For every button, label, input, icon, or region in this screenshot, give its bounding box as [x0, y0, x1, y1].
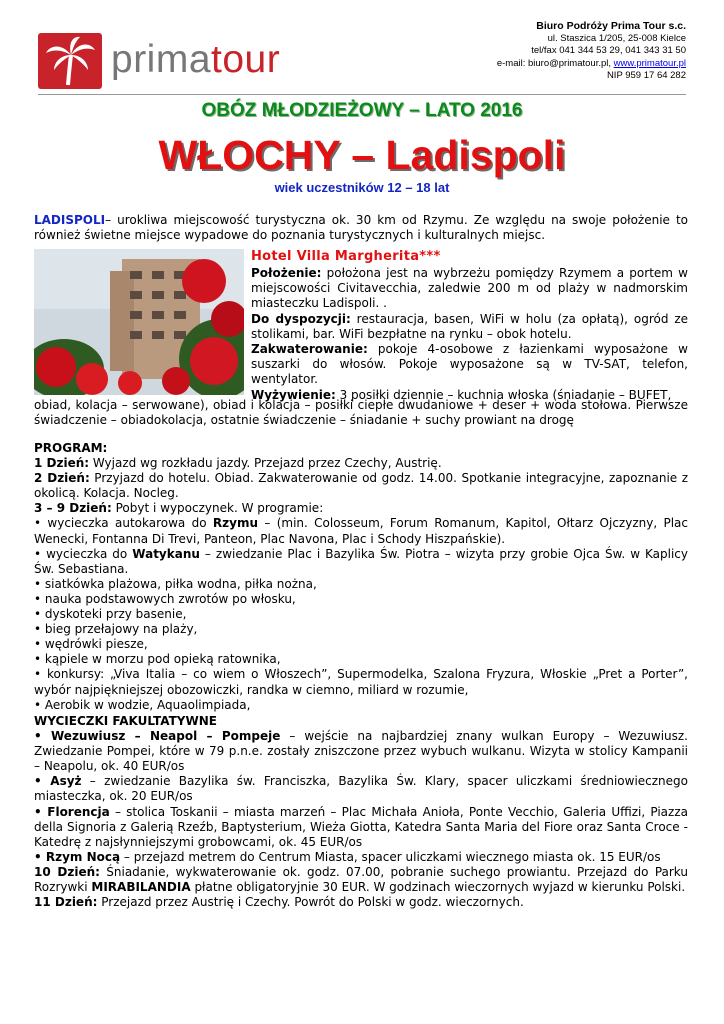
- program-bullet: • bieg przełajowy na plaży,: [34, 622, 198, 637]
- day1-label: 1 Dzień:: [34, 456, 90, 471]
- age-range: wiek uczestników 12 – 18 lat: [274, 180, 450, 195]
- trip-florence-label: • Florencja: [34, 804, 110, 819]
- trip-vesuvius-label: • Wezuwiusz – Neapol – Pompeje: [34, 729, 281, 744]
- food-text-a: 3 posiłki dziennie – kuchnia włoska (śniadanie – BUFET,: [335, 387, 672, 402]
- day2-text: Przyjazd do hotelu. Obiad. Zakwaterowanie od godz. 14.00. Spotkanie integracyjne, zapoznanie z okolicą. Kolacja. Nocleg.: [34, 471, 688, 501]
- trip-assisi-label: • Asyż: [34, 774, 82, 789]
- company-name: Biuro Podróży Prima Tour s.c.: [536, 20, 686, 32]
- trip-assisi-text: – zwiedzanie Bazylika św. Franciszka, Bazylika Św. Klary, spacer uliczkami średniowiecznego miasteczka, ok. 20 EUR/os: [34, 774, 689, 804]
- brand-logo-text: [111, 38, 280, 82]
- accommodation-label: Zakwaterowanie:: [251, 342, 368, 357]
- page-title: WŁOCHY – Ladispoli: [158, 132, 566, 178]
- day10-park: MIRABILANDIA: [91, 880, 191, 895]
- day3-text: Pobyt i wypoczynek. W programie:: [111, 501, 324, 516]
- day1-text: Wyjazd wg rozkładu jazdy. Przejazd przez Czechy, Austrię.: [89, 456, 442, 471]
- rome-item-b: Rzymu: [212, 516, 259, 531]
- location-text: położona jest na wybrzeżu pomiędzy Rzymem a portem w miejscowości Civitavecchia, zaledwie 200 m od plaży w nadmorskim miasteczku Ladispoli. .: [251, 266, 688, 311]
- optional-trips-section: [34, 714, 688, 910]
- day10-label: 10 Dzień:: [34, 864, 100, 879]
- food-label: Wyżywienie:: [251, 387, 336, 402]
- page-subtitle: OBÓZ MŁODZIEŻOWY – LATO 2016: [201, 100, 523, 121]
- program-bullet: • Aerobik w wodzie, Aquaolimpiada,: [34, 697, 251, 712]
- program-bullet: • wędrówki piesze,: [34, 637, 148, 652]
- accommodation-text: pokoje 4-osobowe z łazienkami wyposażone w suszarki do włosów. Pokoje wyposażone są w TV-SAT, telefon, wentylator.: [251, 342, 688, 387]
- company-contact: [497, 58, 686, 70]
- rome-item-a: • wycieczka autokarowa do: [34, 516, 213, 531]
- company-phone: tel/fax 041 344 53 29, 041 343 31 50: [531, 45, 686, 57]
- day10-text-c: płatne obligatoryjnie 30 EUR. W godzinach wieczornych wyjazd w kierunku Polski.: [190, 880, 686, 895]
- program-bullet: • konkursy: „Viva Italia – co wiem o Włoszech”, Supermodelka, Szalona Fryzura, Włoskie „Pret a Porter”, wybór najpiękniejszej obozowiczki, randka w ciemno, miliard w rozumie,: [34, 667, 688, 697]
- trip-rome-night-label: • Rzym Nocą: [34, 849, 121, 864]
- program-bullet: • siatkówka plażowa, piłka wodna, piłka nożna,: [34, 576, 317, 591]
- intro-paragraph: [34, 213, 688, 243]
- program-bullet: • nauka podstawowych zwrotów po włosku,: [34, 591, 296, 606]
- optional-heading: WYCIECZKI FAKULTATYWNE: [34, 714, 217, 728]
- hotel-details: [251, 266, 688, 403]
- facilities-text: restauracja, basen, WiFi w holu (za opłatą), ogród ze stolikami, bar. WiFi bezpłatne na rynku – obok hotelu.: [251, 311, 689, 341]
- vatican-item-a: • wycieczka do: [34, 546, 133, 561]
- program-heading: PROGRAM:: [34, 441, 108, 455]
- trip-vesuvius-text: – wejście na najbardziej znany wulkan Europy – Wezuwiusz. Zwiedzanie Pompei, które w 79 p.n.e. zostały zniszczone przez wybuch wulkanu. Wizyta w stolicy Kampanii – Neapolu, ok. 40 EUR/os: [34, 729, 688, 774]
- trip-florence-text: – stolica Toskanii – miasta marzeń – Plac Michała Anioła, Ponte Vecchio, Galeria Uffizi, Piazza della Signoria z Galerią Rzeźb, Baptysterium, Wieża Giotta, Katedra Santa Maria del Fiore oraz Santa Croce - Katedrę z najsłynniejszymi grobowcami, ok. 45 EUR/os: [34, 804, 688, 849]
- location-label: Położenie:: [251, 266, 322, 280]
- vatican-item-b: Watykanu: [132, 546, 200, 561]
- palm-logo-icon: [38, 33, 102, 89]
- header-divider: [38, 94, 686, 95]
- food-continuation: obiad, kolacja – serwowane), obiad i kolacja – posiłki ciepłe dwudaniowe + deser + woda stołowa. Pierwsze świadczenie – obiadokolacja, ostatnie świadczenie – śniadanie + suchy prowiant na drogę: [34, 398, 688, 428]
- program-bullet: • dyskoteki przy basenie,: [34, 607, 187, 622]
- intro-place: LADISPOLI: [34, 213, 106, 227]
- vatican-item-c: – zwiedzanie Plac i Bazylika Św. Piotra – wizyta przy grobie Ojca Św. w Kaplicy Św. Sebastiana.: [34, 546, 689, 576]
- brand-tour: tour: [211, 38, 281, 81]
- day11-label: 11 Dzień:: [34, 895, 98, 910]
- hotel-photo: [34, 249, 244, 395]
- brand-prima: prima: [111, 38, 212, 81]
- day2-label: 2 Dzień:: [34, 471, 90, 486]
- hotel-name: Hotel Villa Margherita***: [251, 249, 441, 264]
- program-section: [34, 441, 688, 713]
- company-address: ul. Staszica 1/205, 25-008 Kielce: [547, 33, 686, 44]
- rome-item-c: – (min. Colosseum, Forum Romanum, Kapitol, Ołtarz Ojczyzny, Plac Wenecki, Fontanna Di Trevi, Panteon, Plac Navona, Plac i Schody Hiszpańskie).: [34, 516, 689, 546]
- intro-text: – urokliwa miejscowość turystyczna ok. 30 km od Rzymu. Ze względu na swoje położenie to również świetne miejsce wypadowe do poznania turystycznych i kulturalnych miejsc.: [34, 213, 688, 243]
- company-email: e-mail: biuro@primatour.pl,: [496, 57, 614, 69]
- facilities-label: Do dyspozycji:: [251, 311, 351, 326]
- day10-text-a: Śniadanie, wykwaterowanie ok. godz. 07.00, pobranie suchego prowiantu. Przejazd do Parku Rozrywki: [34, 864, 688, 895]
- company-nip: NIP 959 17 64 282: [606, 70, 686, 82]
- website-link[interactable]: www.primatour.pl: [613, 57, 686, 69]
- day3-label: 3 – 9 Dzień:: [34, 501, 112, 516]
- company-info: [497, 19, 686, 83]
- day11-text: Przejazd przez Austrię i Czechy. Powrót do Polski w godz. wieczornych.: [97, 895, 524, 910]
- program-bullet: • kąpiele w morzu pod opieką ratownika,: [34, 652, 281, 667]
- trip-rome-night-text: – przejazd metrem do Centrum Miasta, spacer uliczkami wiecznego miasta ok. 15 EUR/os: [120, 849, 661, 864]
